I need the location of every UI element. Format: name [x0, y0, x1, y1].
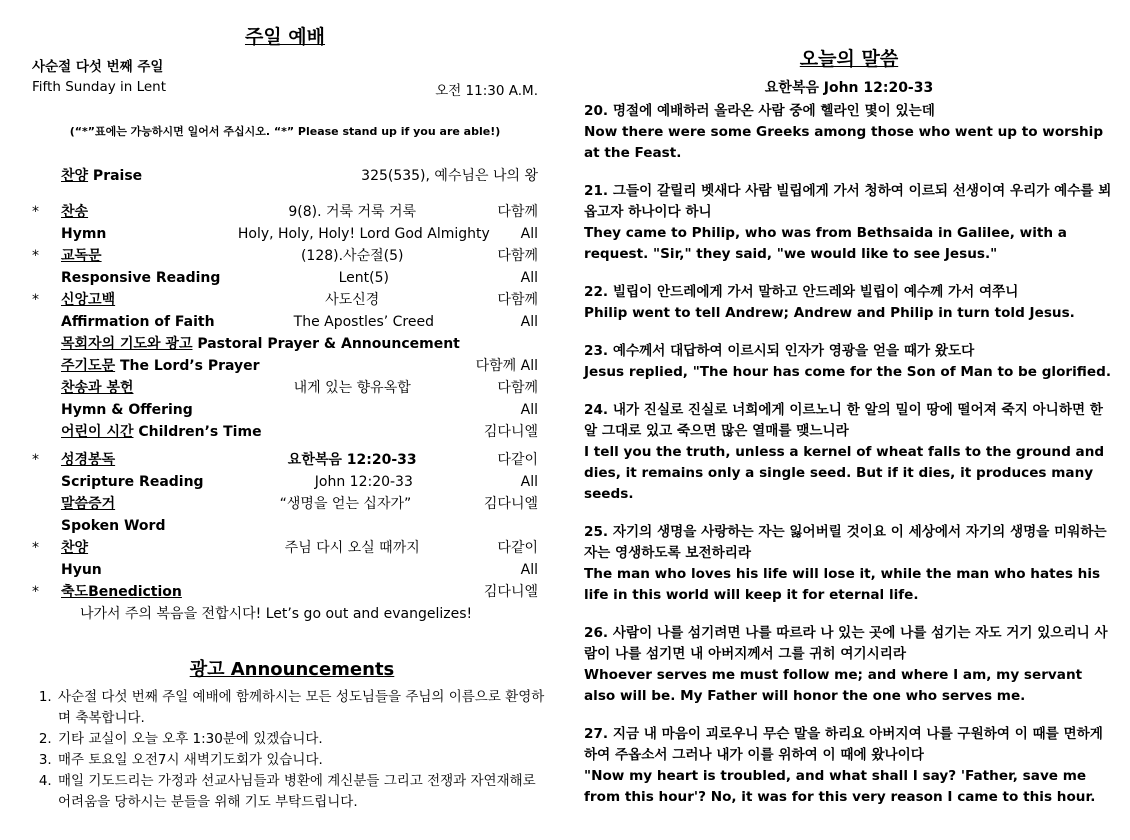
praise-label: 찬양 Praise — [61, 168, 143, 184]
offering-row: 찬송과 봉헌 내게 있는 향유옥합 다함께 — [61, 380, 538, 396]
order-row: 말씀증거 “생명을 얻는 십자가” 김다니엘 — [61, 496, 538, 512]
order-row: * 찬양 주님 다시 오실 때까지 다같이 — [32, 540, 538, 556]
pastoral-prayer-row: 목회자의 기도와 광고 Pastoral Prayer & Announcement — [61, 336, 460, 352]
order-row: Hyun All — [61, 562, 538, 578]
verse: 26. 사람이 나를 섬기려면 나를 따르라 나 있는 곳에 나를 섬기는 자도 거기 있으리니 사람이 나를 섬기면 내 아버지께서 그를 귀히 여기시리라 Whoever serves me must follow me; and where I am, my servant also will be. My Father will honor the one who serves me. — [584, 625, 1108, 704]
service-time: 오전 11:30 A.M. — [435, 83, 538, 99]
order-row: * 교독문 (128).사순절(5) 다함께 — [32, 248, 538, 264]
verse: 25. 자기의 생명을 사랑하는 자는 잃어버릴 것이요 이 세상에서 자기의 생명을 미워하는 자는 영생하도록 보전하리라 The man who loves his life will lose it, while the man who hates his life in this world will keep it for eternal life. — [584, 524, 1107, 603]
season-header — [32, 79, 538, 99]
announcements-title: 광고 Announcements — [189, 659, 395, 680]
order-row: Scripture Reading John 12:20-33 All — [61, 474, 538, 490]
children-time-row: 어린이 시간 Children’s Time 김다니엘 — [61, 424, 538, 440]
verse: 20. 명절에 예배하러 올라온 사람 중에 헬라인 몇이 있는데 Now there were some Greeks among those who went up to worship at the Feast. — [584, 103, 1104, 161]
worship-order-column — [32, 18, 545, 813]
list-item: 3. 매주 토요일 오전7시 새벽기도회가 있습니다. — [56, 750, 546, 771]
order-row: * 찬송 9(8). 거룩 거룩 거룩 다함께 — [32, 204, 538, 220]
verse: 23. 예수께서 대답하여 이르시되 인자가 영광을 얻을 때가 왔도다 Jesus replied, "The hour has come for the Son of Man to be glorified. — [584, 343, 1111, 380]
praise-row — [32, 165, 538, 187]
verse: 21. 그들이 갈릴리 벳새다 사람 빌립에게 가서 청하여 이르되 선생이여 우리가 예수를 뵈옵고자 하나이다 하니 They came to Philip, who was from Bethsaida in Galilee, with a request. "Sir," they said, "we would like to see Jesus." — [584, 183, 1112, 262]
order-row: Responsive Reading Lent(5) All — [61, 270, 538, 286]
standing-note: (“*”표에는 가능하시면 일어서 주십시오. “*” Please stand up if you are able!) — [69, 125, 501, 138]
closing-line: 나가서 주의 복음을 전합시다! Let’s go out and evangelizes! — [80, 606, 473, 622]
verse: 22. 빌립이 안드레에게 가서 말하고 안드레와 빌립이 예수께 가서 여쭈니 Philip went to tell Andrew; Andrew and Philip in turn told Jesus. — [584, 284, 1075, 321]
order-row: * 성경봉독 요한복음 12:20-33 다같이 — [32, 452, 538, 468]
worship-title: 주일 예배 — [244, 26, 326, 48]
list-item: 1. 사순절 다섯 번째 주일 예배에 함께하시는 모든 성도님들을 주님의 이름으로 환영하며 축복합니다. — [56, 687, 546, 729]
lords-prayer-row: 주기도문 The Lord’s Prayer 다함께 All — [61, 358, 538, 374]
season-english: Fifth Sunday in Lent — [32, 79, 167, 95]
verse: 27. 지금 내 마음이 괴로우니 무슨 말을 하리요 아버지여 나를 구원하여 이 때를 면하게 하여 주옵소서 그러나 내가 이를 위하여 이 때에 왔나이다 "Now my heart is troubled, and what shall I say? 'Father, save me from this hour'? No, it was for this very reason I came to this hour. — [584, 726, 1103, 805]
order-row: Hymn Holy, Holy, Holy! Lord God Almighty All — [61, 226, 538, 242]
verse: 24. 내가 진실로 진실로 너희에게 이르노니 한 알의 밀이 땅에 떨어져 죽지 아니하면 한 알 그대로 있고 죽으면 많은 열매를 맺느니라 I tell you the truth, unless a kernel of wheat falls to the ground and dies, it remains only a single seed. But if it dies, it produces many seeds. — [584, 402, 1105, 502]
scripture-reference: 요한복음 John 12:20-33 — [764, 80, 934, 96]
order-row: Spoken Word — [61, 518, 166, 534]
season-korean: 사순절 다섯 번째 주일 — [32, 59, 164, 75]
offering-en-row: Hymn & Offering All — [61, 402, 538, 418]
order-row: * 신앙고백 사도신경 다함께 — [32, 292, 538, 308]
praise-song: 325(535), 예수님은 나의 왕 — [361, 168, 538, 184]
order-row: Affirmation of Faith The Apostles’ Creed All — [61, 314, 538, 330]
list-item: 4. 매일 기도드리는 가정과 선교사님들과 병환에 계신분들 그리고 전쟁과 자연재해로 어려움을 당하시는 분들을 위해 기도 부탁드립니다. — [56, 771, 546, 813]
benediction-row: * 축도Benediction 김다니엘 — [32, 584, 538, 600]
announcements-list — [32, 687, 546, 813]
todays-word-column — [584, 40, 1114, 825]
list-item: 2. 기타 교실이 오늘 오후 1:30분에 있겠습니다. — [56, 729, 546, 750]
todays-word-title: 오늘의 말씀 — [799, 48, 899, 70]
